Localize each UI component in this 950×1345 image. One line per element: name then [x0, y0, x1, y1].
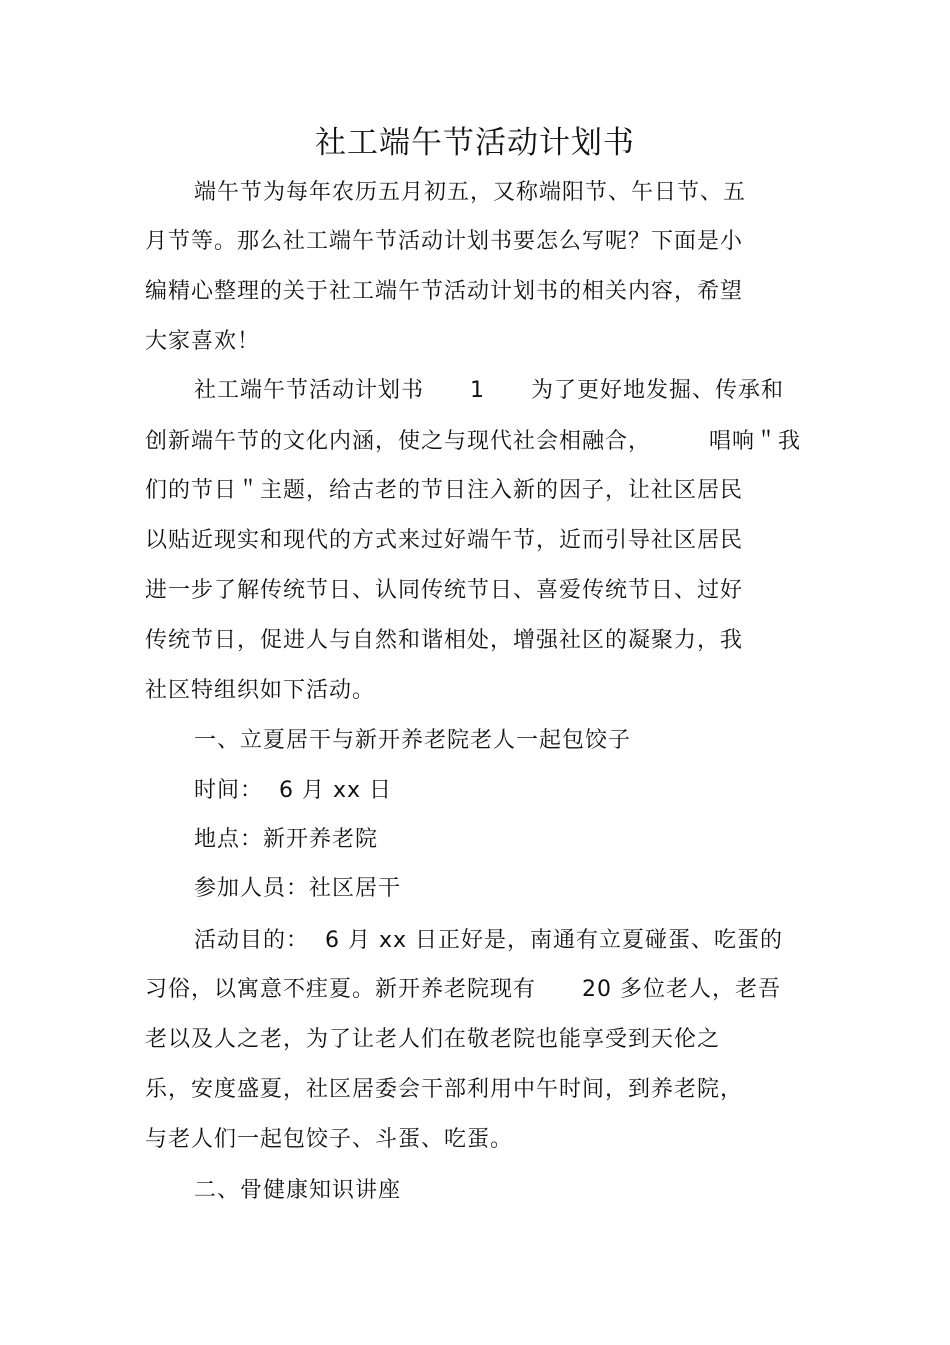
- paragraph-line: 们的节日＂主题，给古老的节日注入新的因子，让社区居民: [145, 478, 744, 503]
- paragraph-line: 以贴近现实和现代的方式来过好端午节，近而引导社区居民: [145, 528, 744, 553]
- detail-location: 地点：新开养老院: [194, 827, 379, 852]
- section-heading: 一、立夏居干与新开养老院老人一起包饺子: [194, 728, 632, 753]
- document-title: 社工端午节活动计划书: [315, 125, 635, 161]
- paragraph-line: 与老人们一起包饺子、斗蛋、吃蛋。: [145, 1127, 514, 1152]
- detail-participants: 参加人员：社区居干: [194, 876, 402, 901]
- paragraph-line: 编精心整理的关于社工端午节活动计划书的相关内容，希望: [145, 279, 744, 304]
- paragraph-line: 乐，安度盛夏，社区居委会干部利用中午时间，到养老院，: [145, 1077, 744, 1102]
- detail-time: 时间： 6 月 xx 日: [194, 778, 393, 803]
- paragraph-line: 创新端午节的文化内涵，使之与现代社会相融合， 唱响＂我: [145, 429, 802, 454]
- paragraph-line: 社工端午节活动计划书 1 为了更好地发掘、传承和: [194, 378, 784, 403]
- paragraph-line: 大家喜欢！: [145, 329, 261, 354]
- paragraph-line: 习俗，以寓意不疰夏。新开养老院现有 20 多位老人，老吾: [145, 977, 781, 1002]
- paragraph-line: 老以及人之老，为了让老人们在敬老院也能享受到天伦之: [145, 1027, 721, 1052]
- paragraph-line: 活动目的： 6 月 xx 日正好是，南通有立夏碰蛋、吃蛋的: [194, 928, 784, 953]
- paragraph-line: 传统节日，促进人与自然和谐相处，增强社区的凝聚力，我: [145, 628, 744, 653]
- paragraph-line: 社区特组织如下活动。: [145, 678, 376, 703]
- paragraph-line: 进一步了解传统节日、认同传统节日、喜爱传统节日、过好: [145, 578, 744, 603]
- section-heading: 二、骨健康知识讲座: [194, 1178, 402, 1203]
- paragraph-line: 端午节为每年农历五月初五，又称端阳节、午日节、五: [194, 180, 747, 205]
- paragraph-line: 月节等。那么社工端午节活动计划书要怎么写呢？下面是小: [145, 229, 744, 254]
